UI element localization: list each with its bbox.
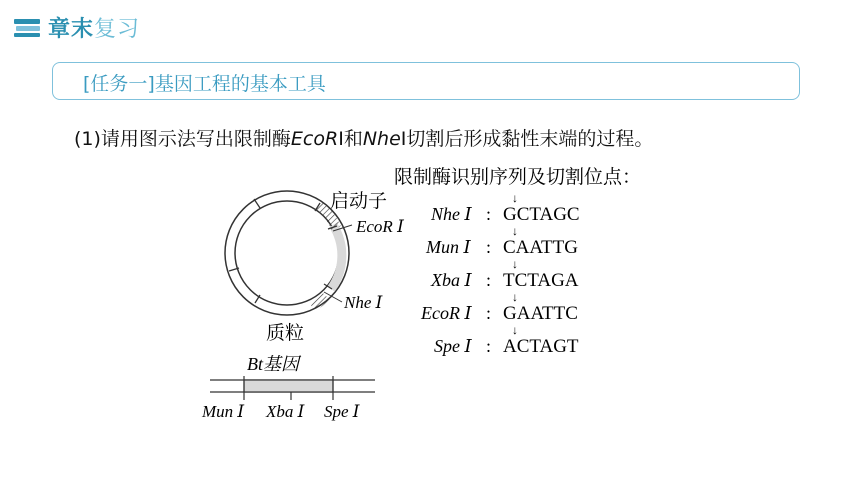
enzyme-sequence: TCTAGA [503,270,579,291]
task-label: [任务一]基因工程的基本工具 [83,73,326,95]
plasmid-insert-region [331,225,342,289]
svg-text::: : [486,270,492,290]
enzyme-name: Mun Ⅰ [426,237,471,257]
enzyme-sequence: GCTAGC [503,204,580,225]
enzyme-row [430,191,580,225]
enzyme-row [420,290,578,324]
enzyme-name: Nhe Ⅰ [431,204,472,224]
gene-site-xba: Xba Ⅰ [266,402,305,421]
question-suffix: 切割后形成黏性末端的过程。 [406,128,654,150]
svg-text::: : [486,336,492,356]
plasmid-inner-ring [235,201,339,305]
cut-arrow-icon: ↓ [512,290,518,304]
enzyme-table-title: 限制酶识别序列及切割位点： [394,167,642,188]
svg-text::: : [486,204,492,224]
gene-site-mun: Mun Ⅰ [202,402,245,421]
enzyme-row [425,224,578,258]
enzyme-row [430,257,579,291]
enzyme-row [434,323,579,357]
enzyme-sequence: GAATTC [503,303,578,324]
enzyme-name: Spe Ⅰ [434,336,472,356]
question-prefix: (1)请用图示法写出限制酶 [74,128,291,150]
promoter-label: 启动子 [330,191,388,212]
svg-text::: : [486,303,492,323]
gene-site-spe: Spe Ⅰ [324,402,360,421]
cut-arrow-icon: ↓ [512,191,518,205]
page-title-part2: 复习 [94,17,141,42]
svg-text::: : [486,237,492,257]
page-title-part1: 章末 [48,17,95,42]
cut-arrow-icon: ↓ [512,224,518,238]
question-middle: 和 [343,128,363,150]
enzyme-name: EcoR Ⅰ [421,303,472,323]
question-enzyme2: Nhe [362,128,401,150]
gene-diagram [210,376,375,400]
ecori-label: EcoR Ⅰ [356,217,404,236]
question-mark2: Ⅰ [400,128,407,150]
enzyme-name: Xba Ⅰ [431,270,472,290]
question-enzyme1: EcoR [290,128,339,150]
bt-gene-segment [244,380,333,392]
gene-title: Bt基因 [247,354,299,374]
cut-arrow-icon: ↓ [512,257,518,271]
enzyme-sequence: ACTAGT [503,336,579,357]
plasmid-name: 质粒 [266,323,305,344]
nhei-label: Nhe Ⅰ [344,293,383,312]
enzyme-sequence: CAATTG [503,237,578,258]
question-mark1: Ⅰ [338,128,344,150]
cut-arrow-icon: ↓ [512,323,518,337]
